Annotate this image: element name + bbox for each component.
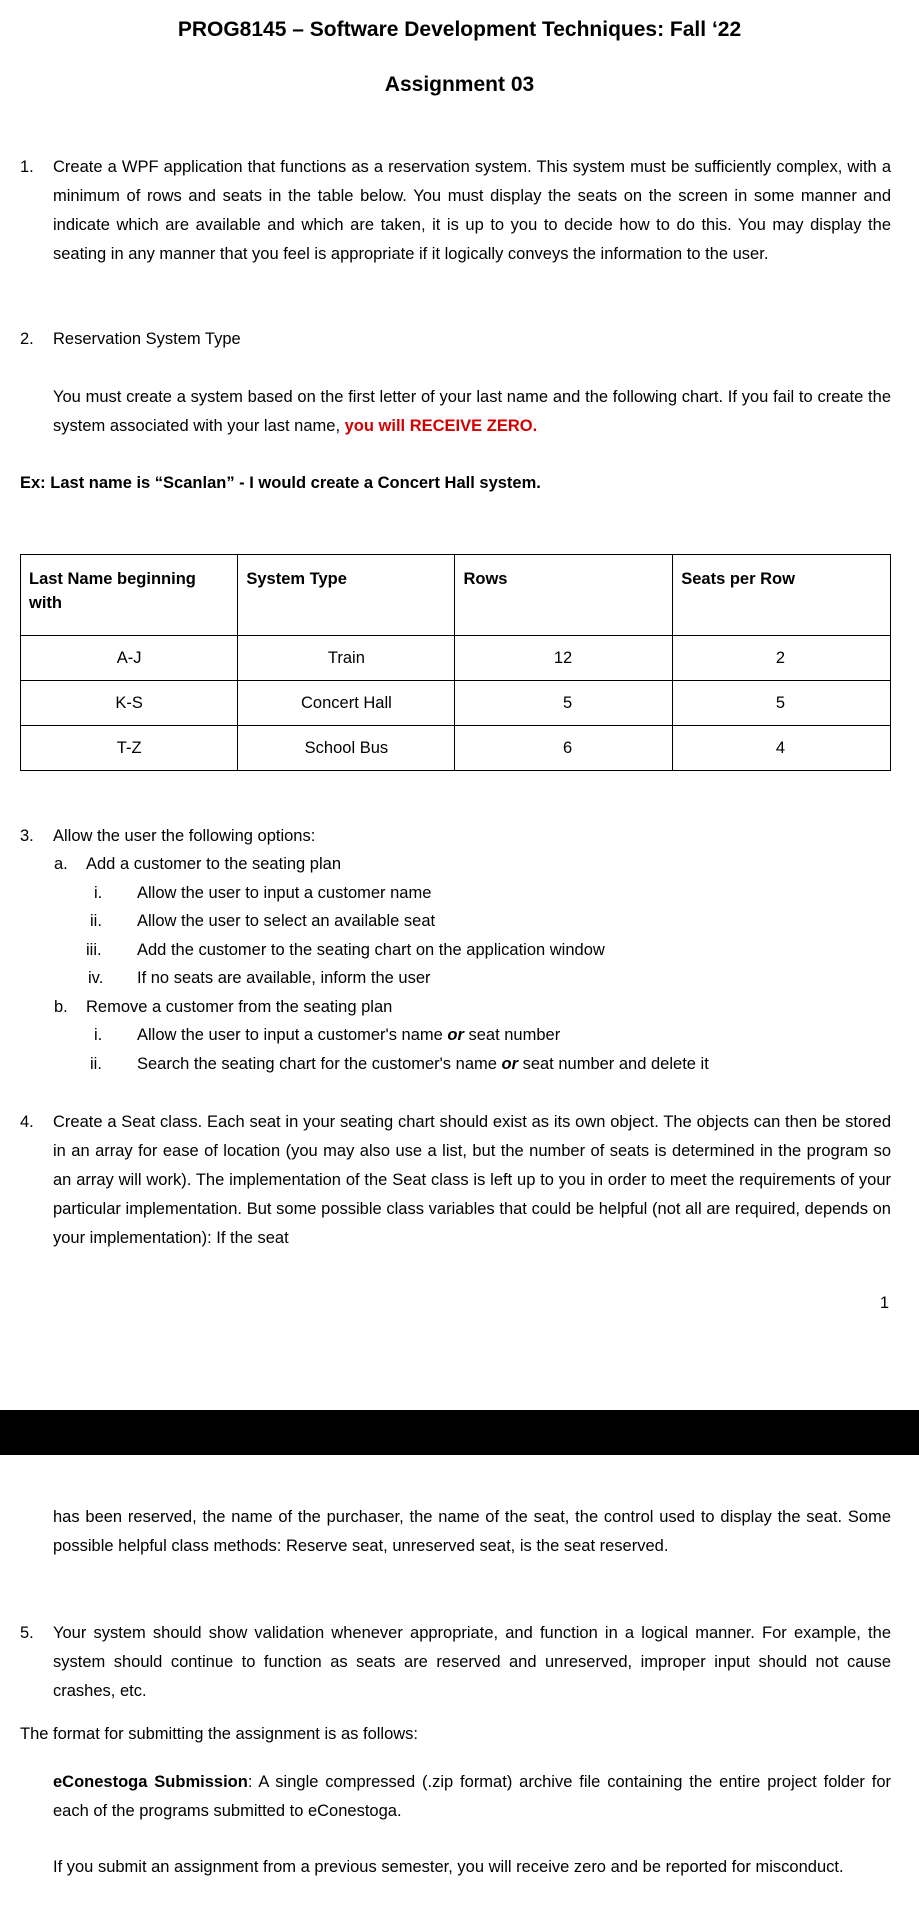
page-2 [0, 1455, 919, 1920]
table-row [21, 681, 891, 726]
course-title: PROG8145 – Software Development Techniques: Fall ‘22 [177, 18, 742, 41]
table-cell: Concert Hall [238, 681, 455, 726]
item-2-text [53, 383, 891, 441]
item-3a-ii-text: Allow the user to select an available seat [137, 912, 436, 930]
item-3a-text: Add a customer to the seating plan [86, 855, 341, 873]
item-3a-i-num: i. [94, 884, 103, 902]
text-segment: Search the seating chart for the customer's name [137, 1055, 502, 1073]
item-3b-ii-text [137, 1050, 709, 1078]
table-cell: School Bus [238, 726, 455, 771]
emphasis: or [447, 1026, 464, 1044]
item-1-number: 1. [20, 158, 34, 176]
item-3b-i-text [137, 1021, 560, 1049]
table-cell: 5 [455, 681, 673, 726]
item-3a-iii-num: iii. [86, 941, 102, 959]
item-4-continued: has been reserved, the name of the purchaser, the name of the seat, the control used to display the seat. Some possible helpful class methods: Reserve seat, unreserved seat, is the seat reserved. [53, 1508, 891, 1555]
submission-label: eConestoga Submission [53, 1773, 248, 1791]
table-cell: T-Z [21, 726, 238, 771]
text-segment: seat number [463, 1026, 561, 1044]
item-2-heading: Reservation System Type [53, 330, 241, 348]
submission-intro: The format for submitting the assignment is as follows: [20, 1725, 418, 1743]
item-2-number: 2. [20, 330, 34, 348]
item-5-text: Your system should show validation whenever appropriate, and function in a logical manner. For example, the system should continue to function as seats are reserved and unreserved, improper input should not cause crashes, etc. [53, 1624, 891, 1700]
item-3-heading: Allow the user the following options: [53, 827, 316, 845]
header-seats-per-row: Seats per Row [673, 555, 891, 636]
item-3b-ii-num: ii. [90, 1055, 102, 1073]
item-4-number: 4. [20, 1113, 34, 1131]
text-segment: Allow the user to input a customer's name [137, 1026, 448, 1044]
table-row [21, 726, 891, 771]
assignment-title: Assignment 03 [384, 73, 535, 96]
misconduct-warning: If you submit an assignment from a previous semester, you will receive zero and be reported for misconduct. [53, 1858, 844, 1876]
item-3a-iv-text: If no seats are available, inform the user [137, 969, 431, 987]
text-segment: seat number and delete it [518, 1055, 709, 1073]
table-cell: 4 [673, 726, 891, 771]
header-last-name: Last Name beginning with [21, 555, 238, 636]
item-4-text: Create a Seat class. Each seat in your seating chart should exist as its own object. The objects can then be stored in an array for ease of location (you may also use a list, but the number of seats is determined in the program so an array will work). The implementation of the Seat class is left up to you in order to meet the requirements of your particular implementation. But some possible class variables that could be helpful (not all are required, depends on your implementation): If the seat [53, 1113, 891, 1247]
header-rows: Rows [455, 555, 673, 636]
table-cell: 5 [673, 681, 891, 726]
table-cell: 6 [455, 726, 673, 771]
system-type-table [20, 554, 891, 771]
table-cell: 2 [673, 636, 891, 681]
item-3a-iii-text: Add the customer to the seating chart on the application window [137, 941, 605, 959]
item-3b-label: b. [54, 998, 68, 1016]
page-number: 1 [879, 1294, 889, 1312]
zero-warning: you will RECEIVE ZERO. [344, 417, 538, 435]
item-1-text: Create a WPF application that functions as a reservation system. This system must be sufficiently complex, with a minimum of rows and seats in the table below. You must display the seats on the screen in some manner and indicate which are available and which are taken, it is up to you to decide how to do this. You may display the seating in any manner that you feel is appropriate if it logically conveys the information to the user. [53, 158, 891, 263]
table-header-row [21, 555, 891, 636]
item-3b-text: Remove a customer from the seating plan [86, 998, 393, 1016]
table-cell: Train [238, 636, 455, 681]
table-row [21, 636, 891, 681]
page-break-bar [0, 1410, 919, 1455]
example-line: Ex: Last name is “Scanlan” - I would create a Concert Hall system. [20, 474, 541, 492]
emphasis: or [501, 1055, 518, 1073]
item-3b-i-num: i. [94, 1026, 103, 1044]
item-3a-i-text: Allow the user to input a customer name [137, 884, 432, 902]
table-cell: A-J [21, 636, 238, 681]
table-cell: K-S [21, 681, 238, 726]
item-3a-iv-num: iv. [88, 969, 104, 987]
item-2-body: You must create a system based on the first letter of your last name and the following chart. If you fail to create the system associated with your last name, [53, 388, 891, 435]
item-3a-label: a. [54, 855, 68, 873]
table-cell: 12 [455, 636, 673, 681]
item-5-number: 5. [20, 1624, 34, 1642]
submission-text [53, 1768, 891, 1826]
item-3a-ii-num: ii. [90, 912, 102, 930]
submission-body: : A single compressed (.zip format) archive file containing the entire project folder for each of the programs submitted to eConestoga. [53, 1773, 891, 1820]
header-system-type: System Type [238, 555, 455, 636]
item-3-number: 3. [20, 827, 34, 845]
